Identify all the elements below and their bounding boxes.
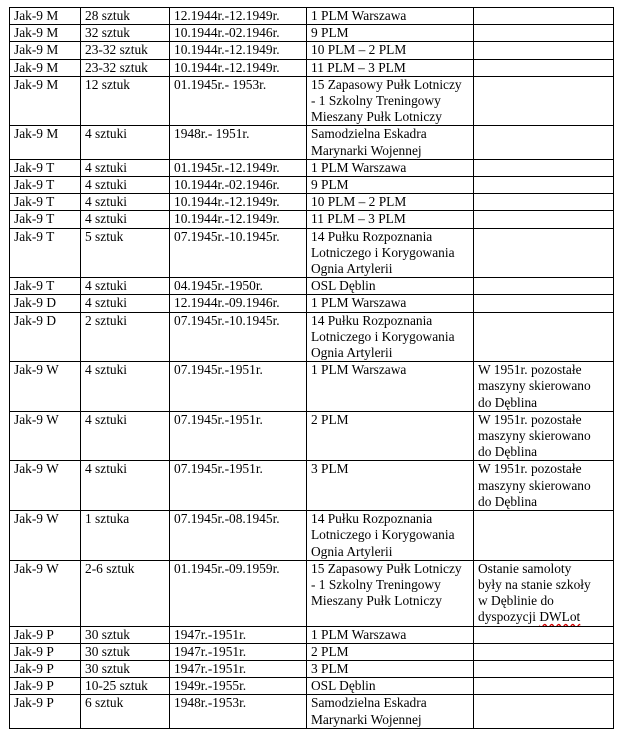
cell-aircraft-type: Jak-9 P — [10, 626, 81, 643]
table-row — [10, 42, 614, 59]
cell-quantity: 4 sztuki — [81, 126, 170, 159]
cell-service-period: 01.1945r.- 1953r. — [170, 76, 307, 126]
cell-aircraft-type: Jak-9 T — [10, 194, 81, 211]
cell-unit: OSL Dęblin — [307, 678, 474, 695]
cell-notes — [474, 177, 614, 194]
cell-service-period: 1947r.-1951r. — [170, 626, 307, 643]
cell-aircraft-type: Jak-9 T — [10, 211, 81, 228]
cell-quantity: 28 sztuk — [81, 8, 170, 25]
cell-service-period: 01.1945r.-12.1949r. — [170, 159, 307, 176]
table-row — [10, 511, 614, 561]
cell-quantity: 23-32 sztuk — [81, 42, 170, 59]
cell-aircraft-type: Jak-9 T — [10, 228, 81, 278]
cell-unit: 1 PLM Warszawa — [307, 626, 474, 643]
cell-unit: 14 Pułku Rozpoznania Lotniczego i Korygowania Ognia Artylerii — [307, 511, 474, 561]
table-row — [10, 228, 614, 278]
cell-unit: 9 PLM — [307, 25, 474, 42]
cell-aircraft-type: Jak-9 W — [10, 560, 81, 626]
cell-service-period: 04.1945r.-1950r. — [170, 278, 307, 295]
cell-aircraft-type: Jak-9 W — [10, 511, 81, 561]
cell-aircraft-type: Jak-9 D — [10, 295, 81, 312]
cell-quantity: 4 sztuki — [81, 461, 170, 511]
cell-service-period: 10.1944r.-12.1949r. — [170, 42, 307, 59]
cell-service-period: 10.1944r.-12.1949r. — [170, 194, 307, 211]
cell-aircraft-type: Jak-9 M — [10, 59, 81, 76]
table-row — [10, 461, 614, 511]
cell-aircraft-type: Jak-9 T — [10, 278, 81, 295]
cell-unit: 1 PLM Warszawa — [307, 159, 474, 176]
cell-quantity: 4 sztuki — [81, 211, 170, 228]
table-row — [10, 312, 614, 362]
cell-notes — [474, 511, 614, 561]
table-row — [10, 362, 614, 412]
cell-aircraft-type: Jak-9 M — [10, 126, 81, 159]
cell-notes — [474, 76, 614, 126]
cell-aircraft-type: Jak-9 T — [10, 177, 81, 194]
cell-unit: 1 PLM Warszawa — [307, 362, 474, 412]
cell-notes — [474, 25, 614, 42]
cell-service-period: 1947r.-1951r. — [170, 660, 307, 677]
cell-notes — [474, 295, 614, 312]
cell-service-period: 1947r.-1951r. — [170, 643, 307, 660]
cell-aircraft-type: Jak-9 W — [10, 362, 81, 412]
cell-aircraft-type: Jak-9 P — [10, 678, 81, 695]
cell-service-period: 10.1944r.-12.1949r. — [170, 211, 307, 228]
cell-quantity: 5 sztuk — [81, 228, 170, 278]
cell-quantity: 4 sztuki — [81, 295, 170, 312]
table-row — [10, 295, 614, 312]
cell-notes — [474, 42, 614, 59]
cell-quantity: 10-25 sztuk — [81, 678, 170, 695]
cell-aircraft-type: Jak-9 T — [10, 159, 81, 176]
cell-unit: 11 PLM – 3 PLM — [307, 211, 474, 228]
cell-service-period: 1949r.-1955r. — [170, 678, 307, 695]
cell-notes: W 1951r. pozostałe maszyny skierowano do Dęblina — [474, 362, 614, 412]
cell-notes — [474, 59, 614, 76]
cell-service-period: 1948r.-1953r. — [170, 695, 307, 728]
cell-unit: Samodzielna Eskadra Marynarki Wojennej — [307, 695, 474, 728]
cell-unit: 14 Pułku Rozpoznania Lotniczego i Korygowania Ognia Artylerii — [307, 312, 474, 362]
cell-service-period: 07.1945r.-1951r. — [170, 411, 307, 461]
cell-notes — [474, 660, 614, 677]
table-row — [10, 211, 614, 228]
table-row — [10, 411, 614, 461]
cell-notes — [474, 312, 614, 362]
cell-service-period: 07.1945r.-10.1945r. — [170, 312, 307, 362]
cell-notes — [474, 695, 614, 728]
cell-aircraft-type: Jak-9 D — [10, 312, 81, 362]
table-row — [10, 126, 614, 159]
cell-quantity: 4 sztuki — [81, 159, 170, 176]
cell-service-period: 10.1944r.-12.1949r. — [170, 59, 307, 76]
cell-aircraft-type: Jak-9 P — [10, 660, 81, 677]
cell-unit: 10 PLM – 2 PLM — [307, 42, 474, 59]
cell-aircraft-type: Jak-9 M — [10, 42, 81, 59]
cell-service-period: 07.1945r.-1951r. — [170, 461, 307, 511]
cell-notes — [474, 211, 614, 228]
cell-unit: 3 PLM — [307, 660, 474, 677]
cell-aircraft-type: Jak-9 M — [10, 8, 81, 25]
cell-unit: OSL Dęblin — [307, 278, 474, 295]
cell-service-period: 10.1944r.-02.1946r. — [170, 177, 307, 194]
cell-notes: W 1951r. pozostałe maszyny skierowano do Dęblina — [474, 461, 614, 511]
table-row — [10, 660, 614, 677]
cell-quantity: 6 sztuk — [81, 695, 170, 728]
cell-unit: 1 PLM Warszawa — [307, 295, 474, 312]
cell-aircraft-type: Jak-9 W — [10, 411, 81, 461]
cell-quantity: 4 sztuki — [81, 411, 170, 461]
table-row — [10, 695, 614, 728]
cell-notes — [474, 8, 614, 25]
cell-quantity: 2 sztuki — [81, 312, 170, 362]
cell-unit: 9 PLM — [307, 177, 474, 194]
cell-notes — [474, 626, 614, 643]
cell-unit: 11 PLM – 3 PLM — [307, 59, 474, 76]
cell-notes — [474, 194, 614, 211]
cell-quantity: 30 sztuk — [81, 643, 170, 660]
table-row — [10, 278, 614, 295]
cell-unit: 15 Zapasowy Pułk Lotniczy - 1 Szkolny Treningowy Mieszany Pułk Lotniczy — [307, 560, 474, 626]
cell-quantity: 4 sztuki — [81, 278, 170, 295]
cell-unit: 10 PLM – 2 PLM — [307, 194, 474, 211]
cell-notes — [474, 560, 614, 626]
cell-aircraft-type: Jak-9 P — [10, 695, 81, 728]
table-row — [10, 194, 614, 211]
cell-quantity: 1 sztuka — [81, 511, 170, 561]
table-row — [10, 159, 614, 176]
table-row — [10, 177, 614, 194]
cell-quantity: 4 sztuki — [81, 362, 170, 412]
cell-notes — [474, 678, 614, 695]
cell-unit: 14 Pułku Rozpoznania Lotniczego i Korygowania Ognia Artylerii — [307, 228, 474, 278]
cell-service-period: 1948r.- 1951r. — [170, 126, 307, 159]
table-row — [10, 59, 614, 76]
cell-unit: 2 PLM — [307, 411, 474, 461]
cell-notes — [474, 126, 614, 159]
cell-service-period: 07.1945r.-10.1945r. — [170, 228, 307, 278]
table-row — [10, 678, 614, 695]
cell-service-period: 10.1944r.-02.1946r. — [170, 25, 307, 42]
cell-aircraft-type: Jak-9 P — [10, 643, 81, 660]
cell-service-period: 12.1944r.-09.1946r. — [170, 295, 307, 312]
cell-quantity: 4 sztuki — [81, 194, 170, 211]
cell-notes — [474, 643, 614, 660]
cell-aircraft-type: Jak-9 W — [10, 461, 81, 511]
cell-notes — [474, 159, 614, 176]
cell-service-period: 07.1945r.-08.1945r. — [170, 511, 307, 561]
table-row — [10, 626, 614, 643]
notes-abbreviation: DWLot — [539, 609, 581, 625]
cell-aircraft-type: Jak-9 M — [10, 25, 81, 42]
notes-text: Ostanie samoloty były na stanie szkoły w Dęblinie do dyspozycji — [478, 560, 591, 625]
table-body — [10, 8, 614, 729]
table-row — [10, 560, 614, 626]
cell-unit: 2 PLM — [307, 643, 474, 660]
table-row — [10, 25, 614, 42]
cell-unit: 15 Zapasowy Pułk Lotniczy - 1 Szkolny Treningowy Mieszany Pułk Lotniczy — [307, 76, 474, 126]
table-row — [10, 8, 614, 25]
cell-quantity: 30 sztuk — [81, 660, 170, 677]
cell-quantity: 23-32 sztuk — [81, 59, 170, 76]
table-row — [10, 643, 614, 660]
cell-aircraft-type: Jak-9 M — [10, 76, 81, 126]
cell-quantity: 32 sztuk — [81, 25, 170, 42]
cell-unit: 1 PLM Warszawa — [307, 8, 474, 25]
cell-unit: 3 PLM — [307, 461, 474, 511]
cell-quantity: 4 sztuki — [81, 177, 170, 194]
cell-notes — [474, 228, 614, 278]
cell-quantity: 30 sztuk — [81, 626, 170, 643]
cell-service-period: 07.1945r.-1951r. — [170, 362, 307, 412]
cell-service-period: 01.1945r.-09.1959r. — [170, 560, 307, 626]
cell-service-period: 12.1944r.-12.1949r. — [170, 8, 307, 25]
cell-unit: Samodzielna Eskadra Marynarki Wojennej — [307, 126, 474, 159]
aircraft-allocation-table — [9, 7, 614, 729]
table-row — [10, 76, 614, 126]
cell-quantity: 2-6 sztuk — [81, 560, 170, 626]
cell-quantity: 12 sztuk — [81, 76, 170, 126]
cell-notes — [474, 278, 614, 295]
cell-notes: W 1951r. pozostałe maszyny skierowano do Dęblina — [474, 411, 614, 461]
